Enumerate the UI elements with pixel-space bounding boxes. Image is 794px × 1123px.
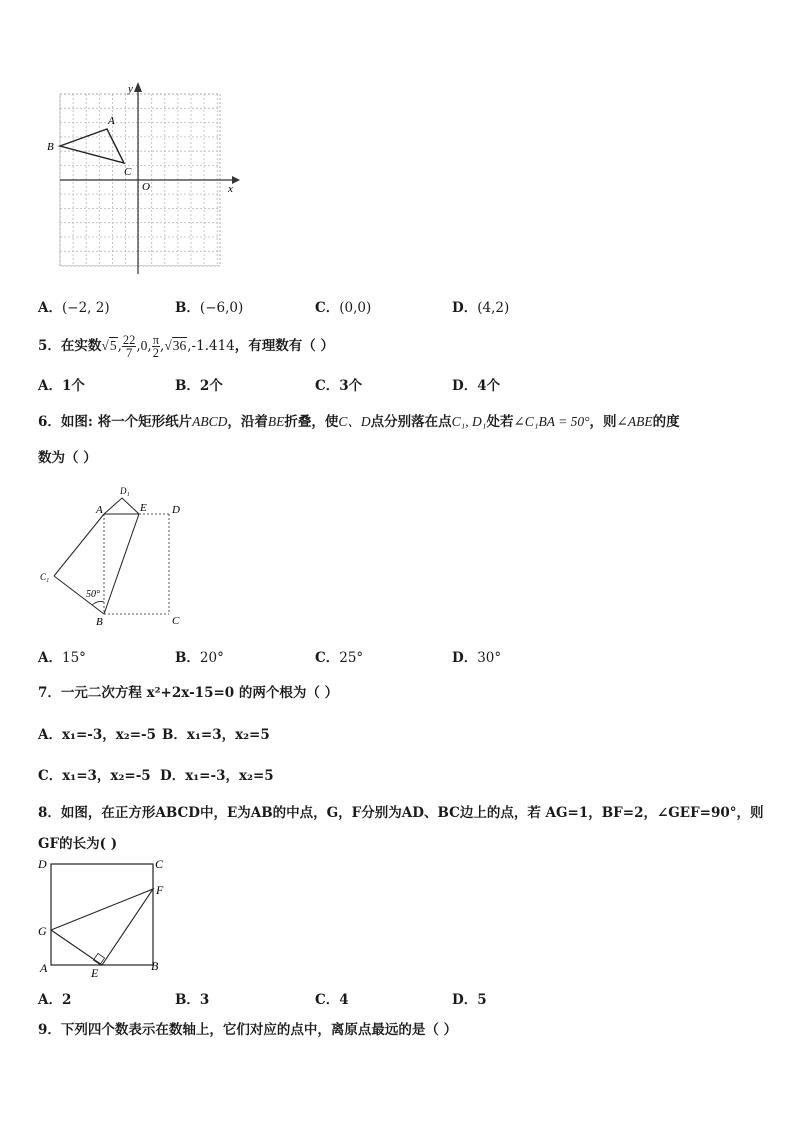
q5-option-a[interactable]: A．1个 — [38, 378, 85, 394]
q5-option-c[interactable]: C．3个 — [315, 378, 363, 394]
q4-option-d[interactable]: D．(4,2) — [452, 300, 510, 316]
q4-coordinate-grid-figure — [40, 78, 250, 278]
q4-option-b[interactable]: B．(−6,0) — [175, 300, 244, 316]
q6-stem-line2: 数为（ ） — [38, 450, 97, 466]
q8-option-a[interactable]: A．2 — [38, 992, 72, 1008]
q8-label-c: C — [155, 857, 164, 871]
q5-option-d[interactable]: D．4个 — [452, 378, 501, 394]
q6-label-c: C — [172, 615, 180, 627]
q8-label-g: G — [38, 924, 47, 938]
q6-label-b: B — [96, 616, 103, 628]
q6-label-e: E — [140, 502, 147, 514]
q6-label-a: A — [96, 504, 103, 516]
q7-option-a[interactable]: A．x₁=-3，x₂=-5 — [38, 727, 157, 743]
q8-label-e: E — [91, 966, 99, 980]
q8-stem-line2: GF的长为( ) — [38, 836, 118, 852]
q6-stem-line1: 6．如图: 将一个矩形纸片ABCD，沿着BE折叠，使C、D点分别落在点C₁, D₁处若∠C₁BA = 50°，则∠ABE的度 — [38, 414, 680, 430]
q6-label-angle: 50° — [86, 589, 100, 600]
q8-square-figure — [34, 854, 174, 984]
q8-label-b: B — [151, 959, 159, 973]
q7-option-b[interactable]: B．x₁=3，x₂=5 — [162, 727, 270, 743]
q6-option-d[interactable]: D．30° — [452, 650, 502, 666]
q4-label-b: B — [47, 141, 54, 153]
q4-label-a: A — [108, 115, 115, 127]
q8-label-f: F — [156, 883, 164, 897]
q8-label-d: D — [38, 857, 47, 871]
q4-label-y: y — [128, 83, 133, 95]
q8-option-b[interactable]: B．3 — [175, 992, 210, 1008]
q8-label-a: A — [40, 961, 48, 975]
q6-option-c[interactable]: C．25° — [315, 650, 364, 666]
q4-option-c[interactable]: C．(0,0) — [315, 300, 372, 316]
q5-option-b[interactable]: B．2个 — [175, 378, 223, 394]
q4-label-c: C — [124, 166, 132, 178]
q6-label-d1: D₁ — [120, 486, 130, 496]
q5-frac-22-7: $\frac{22}{7}$ — [122, 333, 136, 360]
q7-option-d[interactable]: D．x₁=-3，x₂=5 — [160, 768, 274, 784]
q6-label-d: D — [172, 504, 180, 516]
q5-sqrt36: √36 — [164, 338, 187, 353]
q4-option-a[interactable]: A．(−2, 2) — [38, 300, 110, 316]
q4-label-o: O — [142, 181, 150, 193]
q8-option-c[interactable]: C．4 — [315, 992, 349, 1008]
q5-sqrt5: √5 — [101, 338, 117, 353]
q8-option-d[interactable]: D．5 — [452, 992, 487, 1008]
q8-stem-line1: 8．如图，在正方形ABCD中，E为AB的中点，G，F分别为AD、BC边上的点，若 AG=1，BF=2，∠GEF=90°，则 — [38, 805, 764, 821]
q7-option-c[interactable]: C．x₁=3，x₂=-5 — [38, 768, 151, 784]
q5-stem: 5．在实数√5, $\frac{22}{7}$ ,0, $\frac{\pi}{2}$ ,√36,-1.414，有理数有（ ） — [38, 333, 334, 360]
q4-label-x: x — [228, 183, 233, 195]
q6-folded-rectangle-figure — [36, 484, 196, 630]
q6-label-c1: C₁ — [40, 572, 50, 582]
q6-option-b[interactable]: B．20° — [175, 650, 224, 666]
q5-frac-pi-2: $\frac{\pi}{2}$ — [152, 333, 160, 360]
q7-stem: 7．一元二次方程 x²+2x-15=0 的两个根为（ ） — [38, 685, 339, 701]
q9-stem: 9．下列四个数表示在数轴上，它们对应的点中，离原点最远的是（ ） — [38, 1022, 458, 1038]
q6-option-a[interactable]: A．15° — [38, 650, 86, 666]
